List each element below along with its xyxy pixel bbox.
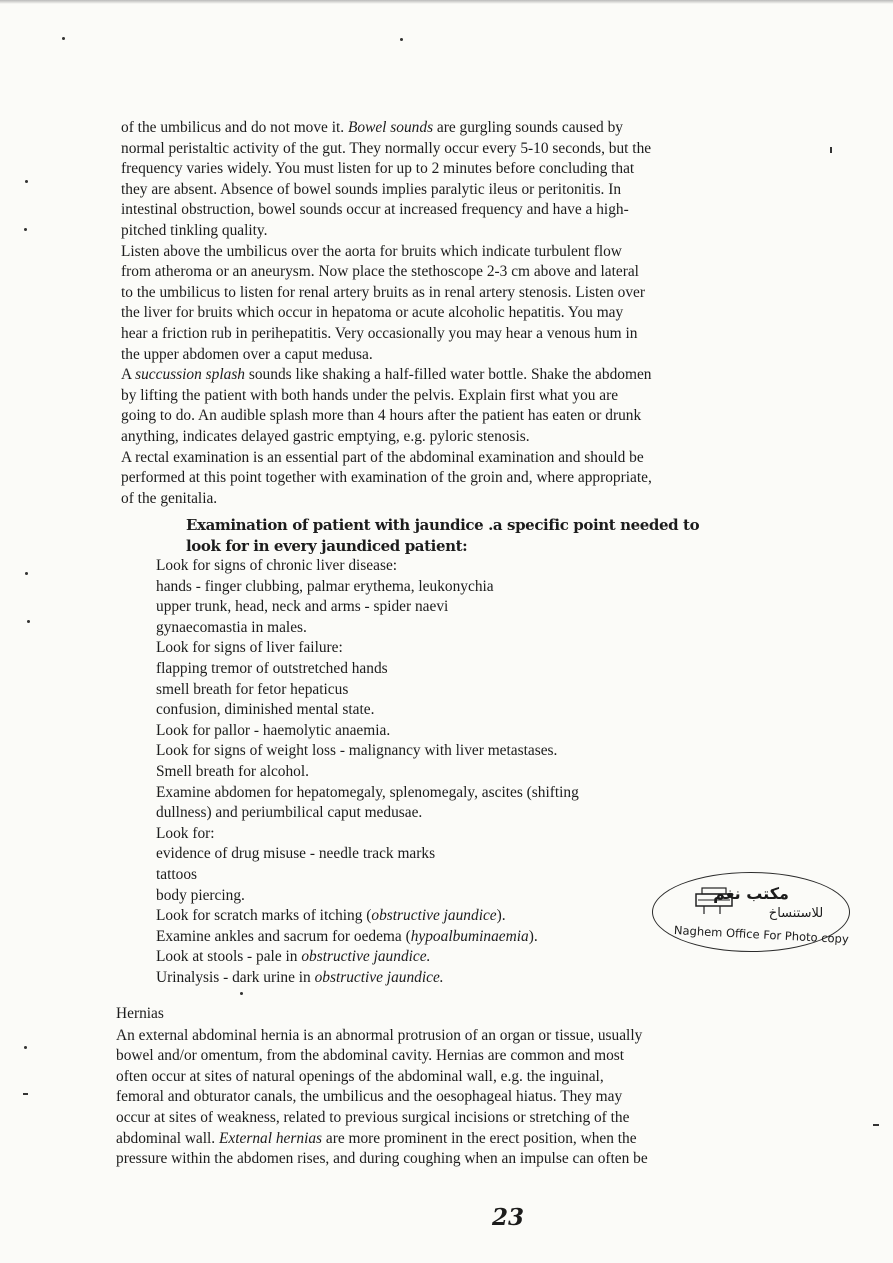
text-line: femoral and obturator canals, the umbilicus and the oesophageal hiatus. They may xyxy=(116,1088,623,1106)
checklist-item: Look at stools - pale in obstructive jaundice. xyxy=(156,948,431,966)
text-line: pitched tinkling quality. xyxy=(121,221,268,239)
scan-speck xyxy=(62,37,65,40)
checklist-item: hands - finger clubbing, palmar erythema, leukonychia xyxy=(156,577,494,595)
text-line: A rectal examination is an essential part of the abdominal examination and should be xyxy=(121,448,644,466)
text-line: bowel and/or omentum, from the abdominal cavity. Hernias are common and most xyxy=(116,1047,625,1065)
hernias-title: Hernias xyxy=(116,1005,164,1022)
checklist-item: tattoos xyxy=(156,865,198,883)
text-line: the upper abdomen over a caput medusa. xyxy=(121,345,373,363)
hernias-text xyxy=(116,1026,756,1170)
text-line: pressure within the abdomen rises, and during coughing when an impulse can often be xyxy=(116,1150,648,1168)
checklist-item: Smell breath for alcohol. xyxy=(156,762,310,780)
text-line: by lifting the patient with both hands under the pelvis. Explain first what you are xyxy=(121,386,619,404)
text-line: anything, indicates delayed gastric emptying, e.g. pyloric stenosis. xyxy=(121,427,530,445)
stamp-arabic-service: للاستنساخ xyxy=(768,906,824,921)
page-number: 23 xyxy=(492,1204,525,1231)
text-line: abdominal wall. External hernias are more prominent in the erect position, when the xyxy=(116,1129,637,1147)
text-line: performed at this point together with examination of the groin and, where appropriate, xyxy=(121,469,652,487)
scan-speck xyxy=(240,992,243,995)
checklist-item: Urinalysis - dark urine in obstructive jaundice. xyxy=(156,968,444,986)
hernias-section xyxy=(116,1004,756,1170)
text-line: An external abdominal hernia is an abnormal protrusion of an organ or tissue, usually xyxy=(116,1026,643,1044)
checklist-item: smell breath for fetor hepaticus xyxy=(156,680,349,698)
stamp-english-text: Naghem Office For Photo copy xyxy=(673,923,850,947)
text-line: going to do. An audible splash more than 4 hours after the patient has eaten or drunk xyxy=(121,407,642,425)
scan-speck xyxy=(23,1093,28,1095)
jaundice-heading xyxy=(186,515,699,556)
checklist-item: upper trunk, head, neck and arms - spider naevi xyxy=(156,598,449,616)
scan-speck xyxy=(25,180,28,183)
text-line: to the umbilicus to listen for renal artery bruits as in renal artery stenosis. Listen over xyxy=(121,283,645,301)
text-line: hear a friction rub in perihepatitis. Very occasionally you may hear a venous hum in xyxy=(121,324,638,342)
text-line: frequency varies widely. You must listen for up to 2 minutes before concluding that xyxy=(121,160,635,178)
scan-speck xyxy=(400,38,403,41)
scan-speck xyxy=(24,1046,27,1049)
checklist-item: confusion, diminished mental state. xyxy=(156,701,375,719)
scan-speck xyxy=(24,228,27,231)
checklist-item: Look for signs of chronic liver disease: xyxy=(156,557,398,574)
scan-speck xyxy=(873,1124,879,1126)
text-line: Listen above the umbilicus over the aorta for bruits which indicate turbulent flow xyxy=(121,242,622,260)
text-line: occur at sites of weakness, related to previous surgical incisions or stretching of the xyxy=(116,1108,630,1126)
scan-speck xyxy=(830,147,832,153)
text-line: of the genitalia. xyxy=(121,489,218,507)
intro-text xyxy=(121,118,751,509)
office-stamp xyxy=(652,872,850,952)
scan-edge xyxy=(0,0,893,4)
checklist-item: Examine ankles and sacrum for oedema (hypoalbuminaemia). xyxy=(156,927,538,945)
text-line: often occur at sites of natural openings of the abdominal wall, e.g. the inguinal, xyxy=(116,1067,604,1085)
jaundice-checklist xyxy=(156,556,579,988)
text-line: intestinal obstruction, bowel sounds occur at increased frequency and have a high- xyxy=(121,201,629,219)
checklist-item: body piercing. xyxy=(156,886,245,904)
checklist-item: dullness) and periumbilical caput medusae. xyxy=(156,804,423,822)
intro-paragraph xyxy=(121,118,751,509)
checklist-item: Look for pallor - haemolytic anaemia. xyxy=(156,721,391,739)
checklist-item: Look for: xyxy=(156,824,215,842)
checklist-item: evidence of drug misuse - needle track marks xyxy=(156,845,436,863)
checklist-item: Look for signs of liver failure: xyxy=(156,639,343,657)
stamp-arabic-name: مكتب نغم xyxy=(713,884,789,903)
jaundice-heading-line: look for in every jaundiced patient: xyxy=(186,536,468,555)
scan-speck xyxy=(27,620,30,623)
checklist-item: gynaecomastia in males. xyxy=(156,618,307,636)
jaundice-heading-line: Examination of patient with jaundice .a specific point needed to xyxy=(186,516,700,534)
checklist-item: Examine abdomen for hepatomegaly, splenomegaly, ascites (shifting xyxy=(156,783,579,801)
text-line: normal peristaltic activity of the gut. They normally occur every 5-10 seconds, but the xyxy=(121,139,652,157)
checklist-item: Look for signs of weight loss - malignancy with liver metastases. xyxy=(156,742,558,760)
checklist-item: Look for scratch marks of itching (obstructive jaundice). xyxy=(156,907,506,925)
text-line: from atheroma or an aneurysm. Now place the stethoscope 2-3 cm above and lateral xyxy=(121,263,639,281)
text-line: of the umbilicus and do not move it. Bowel sounds are gurgling sounds caused by xyxy=(121,119,623,136)
scan-speck xyxy=(25,572,28,575)
text-line: they are absent. Absence of bowel sounds implies paralytic ileus or peritonitis. In xyxy=(121,180,622,198)
text-line: A succussion splash sounds like shaking a half-filled water bottle. Shake the abdomen xyxy=(121,366,652,384)
checklist-item: flapping tremor of outstretched hands xyxy=(156,659,388,677)
text-line: the liver for bruits which occur in hepatoma or acute alcoholic hepatitis. You may xyxy=(121,304,624,322)
